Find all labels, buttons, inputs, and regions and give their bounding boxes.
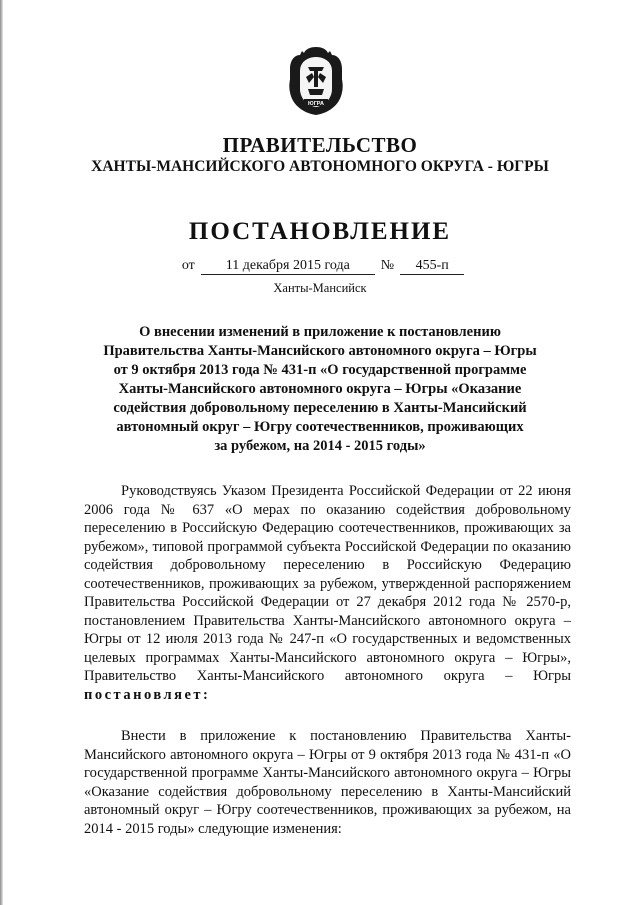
body-paragraph-1 — [84, 482, 571, 704]
document-number: 455-п — [400, 258, 464, 275]
heading-line: Правительства Ханты-Мансийского автономного округа – Югры — [103, 343, 537, 359]
resolution-keyword: постановляет: — [84, 686, 211, 703]
heading-line: О внесении изменений в приложение к постановлению — [139, 324, 501, 340]
org-name-line1: ПРАВИТЕЛЬСТВО — [222, 133, 418, 157]
org-name-line2: ХАНТЫ-МАНСИЙСКОГО АВТОНОМНОГО ОКРУГА - ЮГРЫ — [91, 158, 549, 175]
heading-line: содействия добровольному переселению в Ханты-Мансийский — [113, 400, 527, 416]
from-label: от — [181, 258, 195, 273]
heading-line: от 9 октября 2013 года № 431-п «О государственной программе — [113, 362, 527, 378]
document-type: ПОСТАНОВЛЕНИЕ — [188, 218, 452, 245]
heading-line: Ханты-Мансийского автономного округа – Югры «Оказание — [118, 381, 522, 397]
document-heading — [92, 323, 548, 456]
date-number-line — [0, 258, 640, 275]
document-date: 11 декабря 2015 года — [201, 258, 375, 275]
body-paragraph-2: Внести в приложение к постановлению Правительства Ханты-Мансийского автономного округа – Югры от 9 октября 2013 года № 431-п «О государственной программе Ханты-Мансийского автономного округа – Югры «Оказание содействия добровольному переселению в Ханты-Мансийский автономный округ – Югру соотечественников, проживающих за рубежом, на 2014 - 2015 годы» следующие изменения: — [84, 728, 571, 837]
emblem-ribbon-text: ЮГРА — [308, 101, 324, 107]
coat-of-arms-icon — [278, 43, 354, 119]
city: Ханты-Мансийск — [273, 281, 367, 295]
heading-line: автономный округ – Югру соотечественников, проживающих — [116, 419, 524, 435]
paragraph-text: Руководствуясь Указом Президента Российской Федерации от 22 июня 2006 года № 637 «О мерах по оказанию содействия добровольному переселению в Российскую Федерацию соотечественников, проживающих за рубежом», типовой программой субъекта Российской Федерации по оказанию содействия добровольному переселению в Российскую Федерацию соотечественников, проживающих за рубежом, утвержденной распоряжением Правительства Российской Федерации от 27 декабря 2012 года № 2570-р, постановлением Правительства Ханты-Мансийского автономного округа – Югры от 12 июля 2013 года № 247-п «О государственных и ведомственных целевых программах Ханты-Мансийского автономного округа – Югры», Правительство Ханты-Мансийского автономного округа – Югры — [84, 483, 571, 684]
heading-line: за рубежом, на 2014 - 2015 годы» — [214, 438, 426, 454]
number-label: № — [380, 258, 395, 273]
